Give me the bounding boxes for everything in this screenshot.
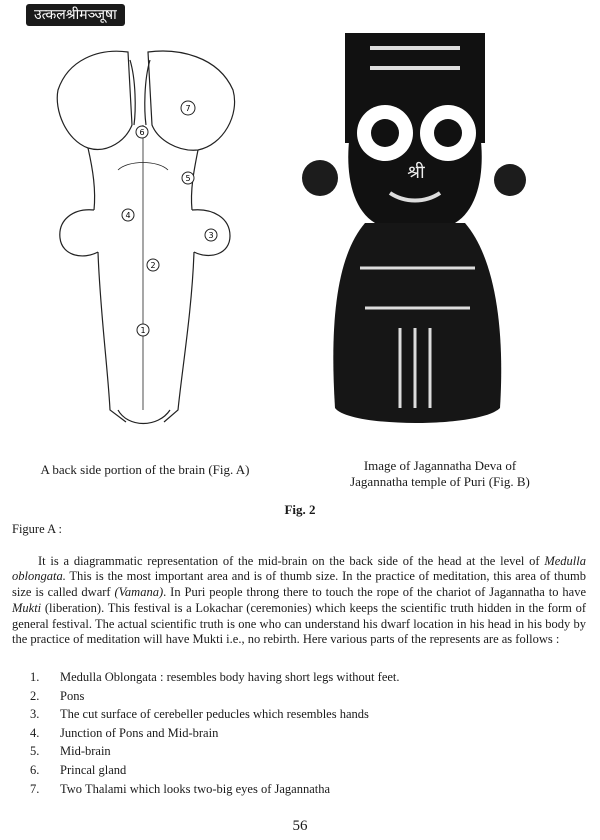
diagram-label-4: 4 — [125, 211, 131, 220]
diagram-label-6: 6 — [139, 128, 145, 137]
diagram-label-2: 2 — [150, 261, 156, 270]
list-item: 3. The cut surface of cerebeller peducles which resembles hands — [30, 707, 369, 722]
figure-b-caption-line2: Jagannatha temple of Puri (Fig. B) — [350, 474, 530, 489]
figure-b-caption-line1: Image of Jagannatha Deva of — [363, 458, 517, 473]
idol-mark: श्री — [407, 162, 425, 183]
diagram-label-3: 3 — [208, 231, 214, 240]
para-text-3: . In Puri people throng there to touch the rope of the chariot of Jagannatha to have — [163, 585, 586, 600]
header-tag: उत्कलश्रीमञ्जूषा — [26, 4, 125, 26]
diagram-label-1: 1 — [140, 326, 146, 335]
diagram-label-7: 7 — [185, 104, 191, 113]
page-number: 56 — [292, 818, 308, 834]
body-paragraph — [12, 554, 586, 649]
figure-label: Fig. 2 — [284, 502, 316, 517]
list-item: 4. Junction of Pons and Mid-brain — [30, 725, 219, 740]
figure-b-caption — [320, 458, 560, 490]
jagannatha-image — [290, 28, 535, 448]
list-item: 1. Medulla Oblongata : resembles body having short legs without feet. — [30, 670, 400, 684]
list-item: 6. Princal gland — [30, 762, 127, 777]
para-text-2: This is the most important area and is of thumb size. In the practice of meditation, this area of thumb size is called dwarf — [12, 569, 586, 600]
para-italic-3: Mukti — [12, 600, 42, 615]
brain-diagram — [18, 30, 268, 450]
para-text-4: (liberation). This festival is a Lokachar (ceremonies) which keeps the scientific truth hidden in the form of general festival. The actual scientific truth is one who can understand his dwarf location in his head in his body by the practice of meditation will have Mukti i.e., no rebirth. Here various parts of the represents are as follows : — [12, 600, 586, 647]
para-italic-1: Medulla oblongata. — [12, 553, 586, 584]
figure-a-caption: A back side portion of the brain (Fig. A) — [40, 462, 250, 477]
diagram-label-5: 5 — [185, 174, 191, 183]
para-italic-2: (Vamana) — [114, 585, 164, 600]
para-text-1: It is a diagrammatic representation of the mid-brain on the back side of the head at the level of — [38, 553, 540, 568]
list-item: 2. Pons — [30, 688, 85, 703]
parts-list — [30, 668, 400, 798]
list-item: 5. Mid-brain — [30, 744, 111, 759]
section-heading: Figure A : — [12, 522, 63, 536]
list-item: 7. Two Thalami which looks two-big eyes of Jagannatha — [30, 781, 331, 796]
